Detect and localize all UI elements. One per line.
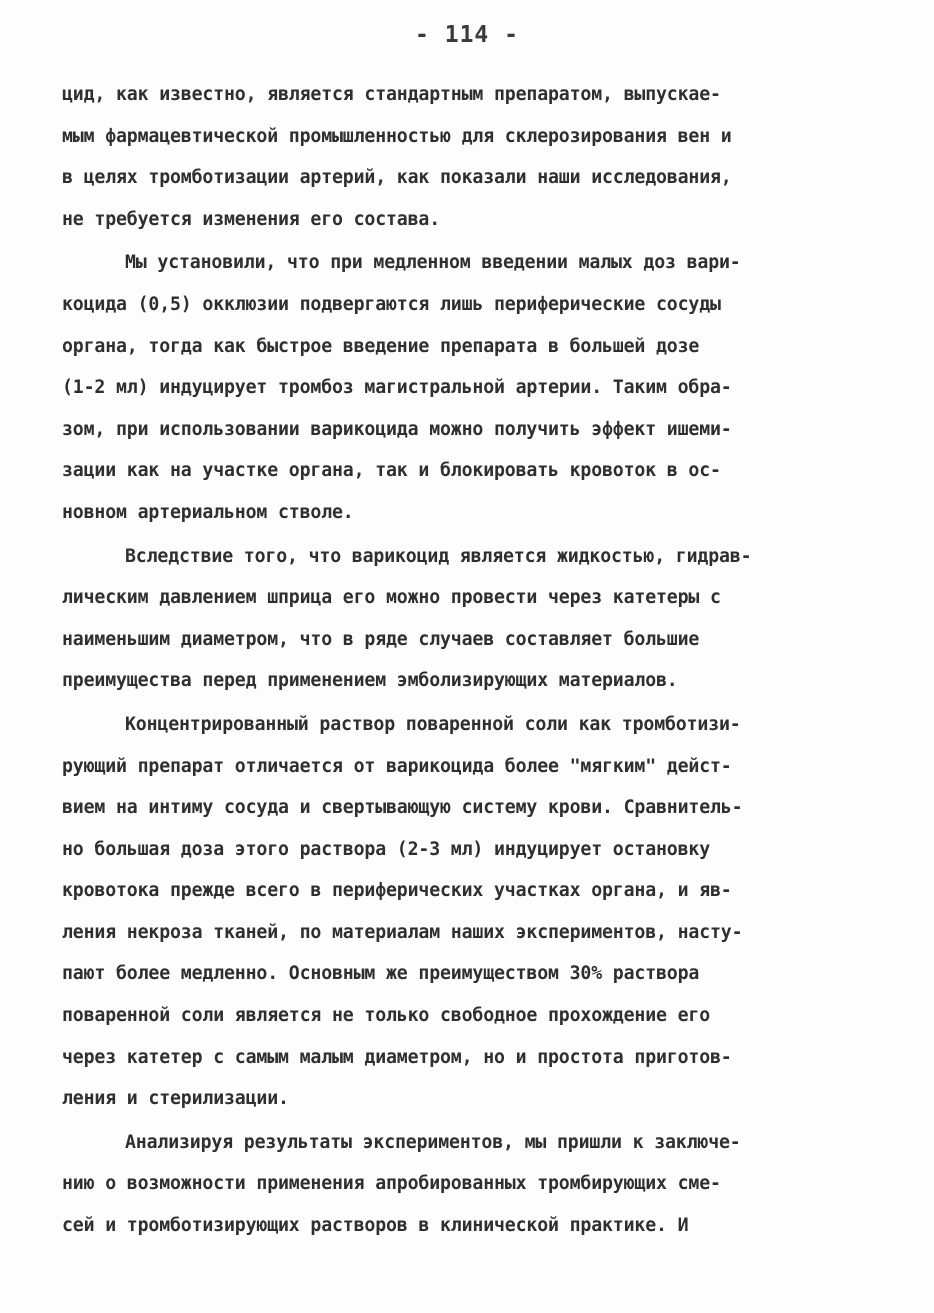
text-line: нию о возможности применения апробированных тромбирующих сме- xyxy=(62,1173,721,1195)
text-line: ления некроза тканей, по материалам наших экспериментов, насту- xyxy=(62,921,743,943)
text-line: преимущества перед применением эмболизирующих материалов. xyxy=(62,670,678,692)
paragraph-5 xyxy=(62,1122,862,1247)
paragraph-2 xyxy=(62,242,862,533)
text-line: не требуется изменения его состава. xyxy=(62,208,440,230)
text-line: новном артериальном стволе. xyxy=(62,501,354,523)
text-line: ления и стерилизации. xyxy=(62,1088,289,1110)
text-line: коцида (0,5) окклюзии подвергаются лишь периферические сосуды xyxy=(62,293,721,315)
paragraph-4 xyxy=(62,704,862,1120)
text-line: Концентрированный раствор поваренной соли как тромботизи- xyxy=(125,713,741,735)
text-line: Мы установили, что при медленном введении малых доз вари- xyxy=(125,252,741,274)
text-line: через катетер с самым малым диаметром, но и простота приготов- xyxy=(62,1046,732,1068)
paragraph-1 xyxy=(62,74,862,240)
text-line: но большая доза этого раствора (2-3 мл) индуцирует остановку xyxy=(62,838,710,860)
paragraph-3 xyxy=(62,536,862,702)
text-line: зации как на участке органа, так и блокировать кровоток в ос- xyxy=(62,460,721,482)
text-line: пают более медленно. Основным же преимуществом 30% раствора xyxy=(62,963,700,985)
page-number: - 114 - xyxy=(415,22,519,48)
text-line: вием на интиму сосуда и свертывающую систему крови. Сравнитель- xyxy=(62,797,743,819)
text-line: Анализируя результаты экспериментов, мы пришли к заключе- xyxy=(125,1131,741,1153)
text-line: органа, тогда как быстрое введение препарата в большей дозе xyxy=(62,335,700,357)
text-line: (1-2 мл) индуцирует тромбоз магистральной артерии. Таким обра- xyxy=(62,377,732,399)
text-line: поваренной соли является не только свободное прохождение его xyxy=(62,1005,710,1027)
document-body xyxy=(62,74,862,1247)
text-line: в целях тромботизации артерий, как показали наши исследования, xyxy=(62,167,732,189)
text-line: рующий препарат отличается от варикоцида более "мягким" дейст- xyxy=(62,755,732,777)
text-line: лическим давлением шприца его можно провести через катетеры с xyxy=(62,587,721,609)
text-line: наименьшим диаметром, что в ряде случаев составляет большие xyxy=(62,628,700,650)
text-line: мым фармацевтической промышленностью для склерозирования вен и xyxy=(62,125,732,147)
text-line: сей и тромботизирующих растворов в клинической практике. И xyxy=(62,1215,689,1237)
text-line: Вследствие того, что варикоцид является жидкостью, гидрав- xyxy=(125,545,752,567)
text-line: зом, при использовании варикоцида можно получить эффект ишеми- xyxy=(62,418,732,440)
text-line: кровотока прежде всего в периферических участках органа, и яв- xyxy=(62,880,732,902)
text-line: цид, как известно, является стандартным препаратом, выпускае- xyxy=(62,84,721,105)
